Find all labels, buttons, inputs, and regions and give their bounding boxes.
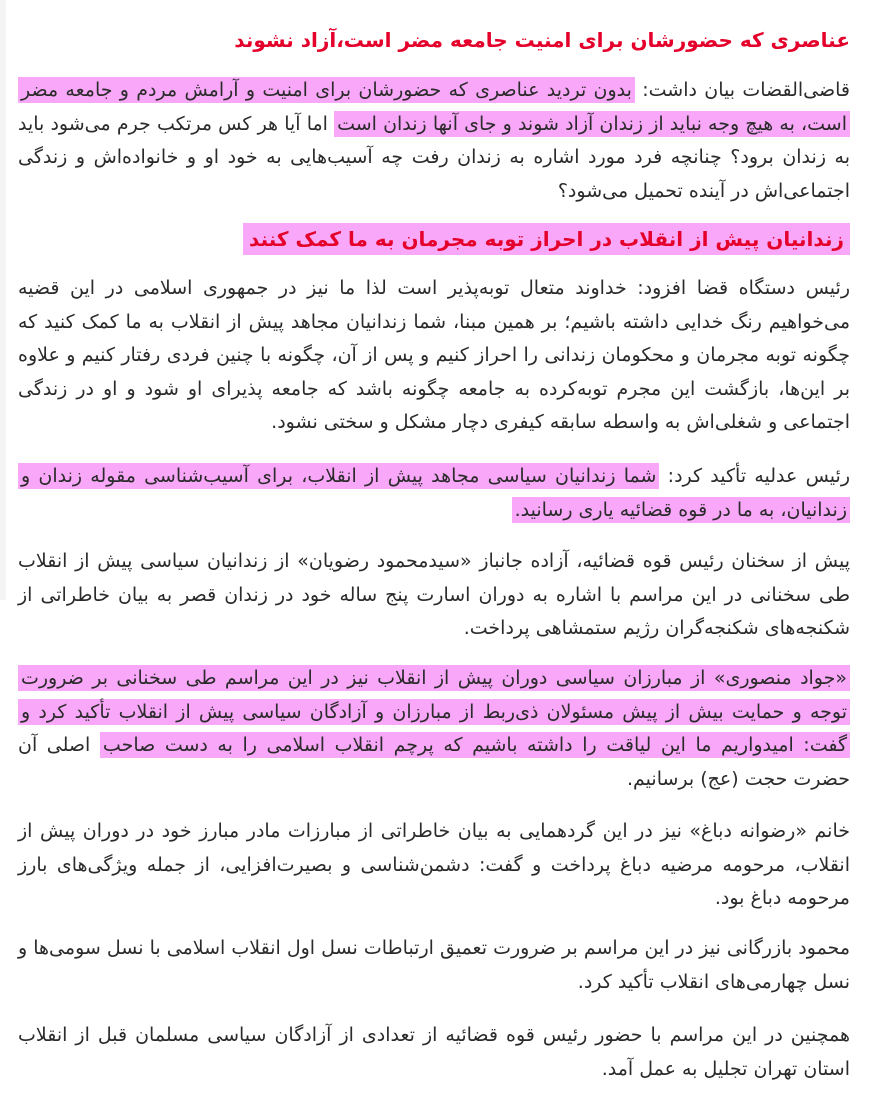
paragraph-6: خانم «رضوانه دباغ» نیز در این گردهمایی به بیان خاطراتی از مبارزات مادر مبارز خود در دوران پیش از انقلاب، مرحومه مرضیه دباغ پرداخت و گفت: دشمن‌شناسی و بصیرت‌افزایی، از جمله ویژگی‌های بارز مرحومه دباغ بود. [18, 820, 850, 909]
paragraph-1-rest: اما آیا هر کس مرتکب جرم می‌شود باید به زندان برود؟ چنانچه فرد مورد اشاره به زندان رفت چه آسیب‌هایی به خود او و خانواده‌اش و زندگی اجتماعی‌اش در آینده تحمیل می‌شود؟ [18, 112, 850, 202]
paragraph-7: محمود بازرگانی نیز در این مراسم بر ضرورت تعمیق ارتباطات نسل اول انقلاب اسلامی با نسل سومی‌ها و نسل چهارمی‌های انقلاب تأکید کرد. [18, 937, 850, 993]
subheading-2-text: زندانیان پیش از انقلاب در احراز توبه مجرمان به ما کمک کنند [243, 223, 850, 255]
left-margin-rule [0, 0, 6, 600]
paragraph-3-highlight: شما زندانیان سیاسی مجاهد پیش از انقلاب، برای آسیب‌شناسی مقوله زندان و زندانیان، به ما در قوه قضائیه یاری رسانید. [18, 463, 850, 523]
paragraph-8: همچنین در این مراسم با حضور رئیس قوه قضائیه از تعدادی از آزادگان سیاسی مسلمان قبل از انقلاب استان تهران تجلیل به عمل آمد. [18, 1024, 850, 1080]
paragraph-5-rest: اصلی آن حضرت حجت (عج) برسانیم. [18, 734, 850, 790]
subheading-2 [243, 223, 850, 257]
paragraph-4: پیش از سخنان رئیس قوه قضائیه، آزاده جانباز «سیدمحمود رضویان» از زندانیان سیاسی پیش از انقلاب طی سخنانی در این مراسم با اشاره به دوران اسارت پنج ساله خود در زندان قصر به بیان خاطراتی از شکنجه‌های شکنجه‌گران رژیم ستمشاهی پرداخت. [18, 550, 850, 639]
subheading-1: عناصری که حضورشان برای امنیت جامعه مضر است،آزاد نشوند [234, 28, 850, 52]
paragraph-1-highlight: بدون تردید عناصری که حضورشان برای امنیت و آرامش مردم و جامعه مضر است، به هیچ وجه نباید از زندان آزاد شوند و جای آنها زندان است [18, 77, 850, 137]
paragraph-3-lead: رئیس عدلیه تأکید کرد: [659, 465, 850, 487]
paragraph-2: رئیس دستگاه قضا افزود: خداوند متعال توبه‌پذیر است لذا ما نیز در جمهوری اسلامی در این قضیه می‌خواهیم رنگ خدایی داشته باشیم؛ بر همین مبنا، شما زندانیان مجاهد پیش از انقلاب به ما کمک کنید که چگونه توبه مجرمان و محکومان زندانی را احراز کنیم و پس از آن، چگونه با چنین فردی رفتار کنیم و علاوه بر این‌ها، بازگشت این مجرم توبه‌کرده به جامعه چگونه باشد که جامعه پذیرای او شود و او در زندگی اجتماعی و شغلی‌اش به واسطه سابقه کیفری دچار مشکل و سختی نشود. [18, 277, 850, 433]
paragraph-5 [18, 662, 850, 796]
paragraph-3 [18, 460, 850, 527]
paragraph-1 [18, 74, 850, 208]
paragraph-5-highlight: «جواد منصوری» از مبارزان سیاسی دوران پیش از انقلاب نیز در این مراسم طی سخنانی بر ضرورت توجه و حمایت بیش از پیش مسئولان ذی‌ربط از مبارزان و آزادگان سیاسی پیش از انقلاب تأکید کرد و گفت: امیدواریم ما این لیاقت را داشته باشیم که پرچم انقلاب اسلامی را به دست صاحب [18, 665, 850, 758]
paragraph-1-lead: قاضی‌القضات بیان داشت: [634, 79, 850, 101]
